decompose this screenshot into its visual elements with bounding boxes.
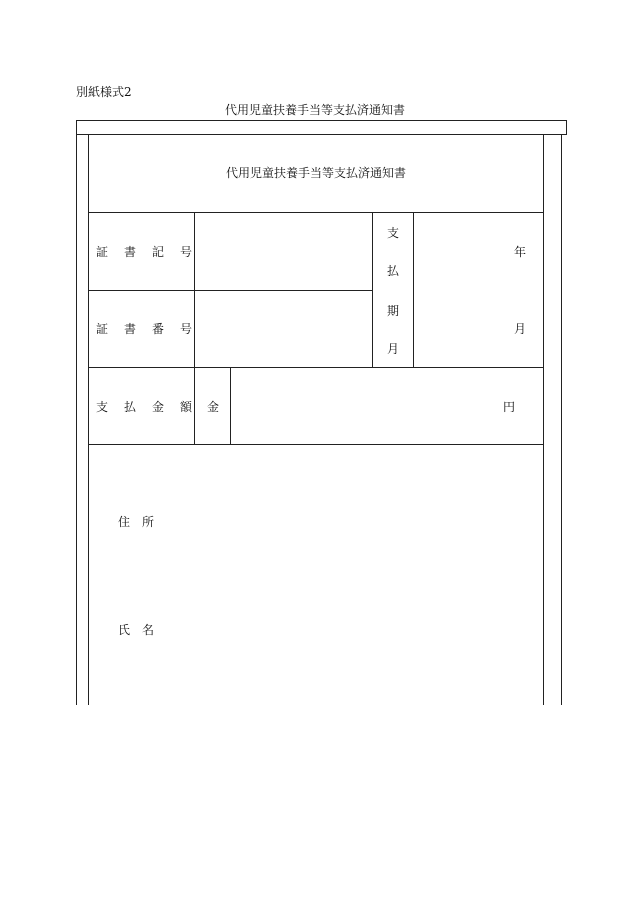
yen-unit: 円 — [503, 400, 516, 414]
address-field[interactable] — [170, 500, 530, 544]
money-prefix: 金 — [207, 400, 220, 414]
form-title: 代用児童扶養手当等支払済通知書 — [225, 166, 406, 180]
cert-symbol-field[interactable] — [195, 213, 372, 290]
amount-field[interactable] — [231, 368, 543, 444]
payment-period-field[interactable] — [414, 213, 543, 367]
cert-number-field[interactable] — [195, 291, 372, 367]
form-id: 別紙様式2 — [76, 85, 132, 99]
month-unit: 月 — [514, 322, 527, 336]
page-caption: 代用児童扶養手当等支払済通知書 — [224, 103, 405, 117]
year-unit: 年 — [514, 245, 527, 259]
name-field[interactable] — [170, 608, 530, 652]
